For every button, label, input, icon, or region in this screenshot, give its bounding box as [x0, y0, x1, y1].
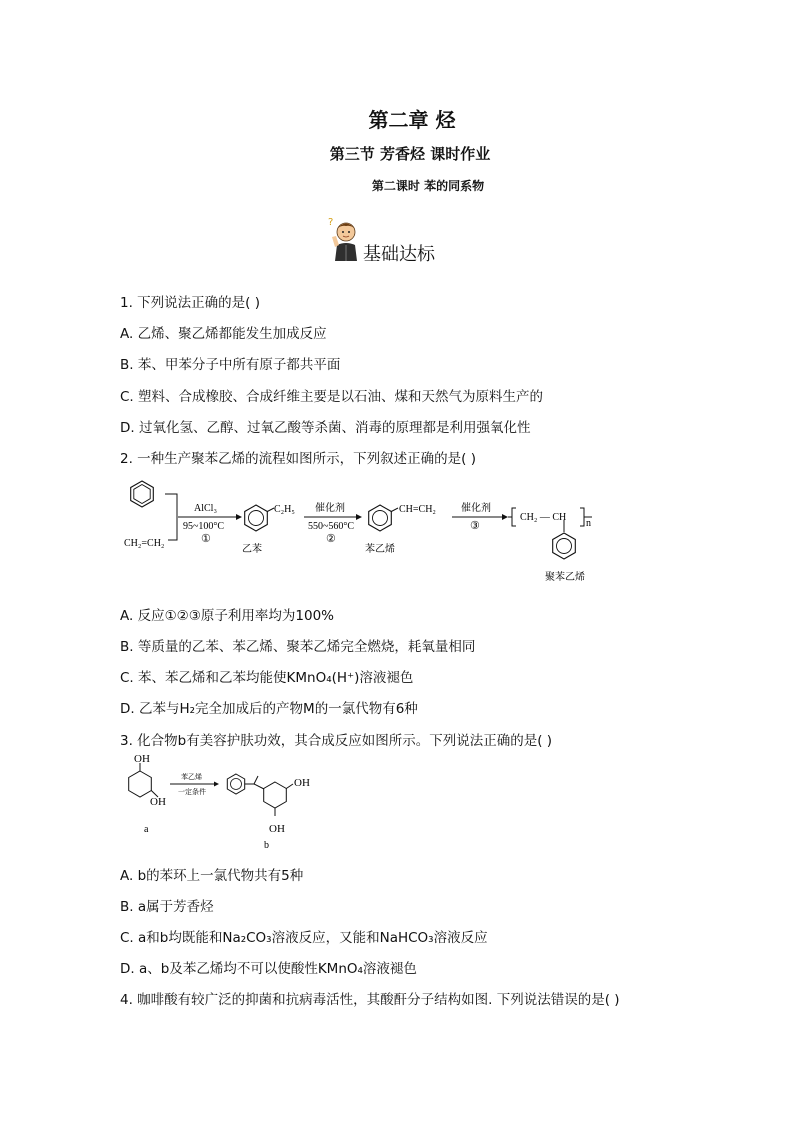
step1-number: ①: [201, 533, 211, 545]
ethylene-label: CH₂=CH₂: [124, 538, 165, 549]
question-2-option-c: C. 苯、苯乙烯和乙苯均能使KMnO₄(H⁺)溶液褪色: [120, 670, 414, 686]
resorcinol-reaction-figure: [118, 752, 328, 852]
reagent-styrene: 苯乙烯: [181, 773, 202, 781]
question-2-stem: 2. 一种生产聚苯乙烯的流程如图所示，下列叙述正确的是( ): [120, 451, 476, 467]
vinyl-group: CH=CH₂: [399, 504, 436, 515]
chapter-title: 第二章 烃: [368, 108, 456, 132]
step1-reagent: AlCl₃: [194, 503, 217, 514]
ethyl-group: C₂H₅: [274, 504, 295, 515]
styrene-structure: [369, 505, 398, 531]
oh-a-top: OH: [134, 753, 150, 765]
step2-reagent: 催化剂: [315, 503, 345, 514]
compound-a-structure: [129, 763, 158, 797]
step3-number: ③: [470, 520, 480, 532]
lesson-title: 第二课时 苯的同系物: [371, 179, 485, 193]
step2-number: ②: [326, 533, 336, 545]
polystyrene-label: 聚苯乙烯: [545, 572, 585, 583]
question-3-option-b: B. a属于芳香烃: [120, 899, 214, 915]
polymer-chain: CH₂ — CH: [520, 512, 567, 523]
question-1-stem: 1. 下列说法正确的是( ): [120, 295, 260, 311]
benzene-structure: [131, 481, 154, 507]
step2-condition: 550~560°C: [308, 521, 355, 532]
question-2-option-b: B. 等质量的乙苯、苯乙烯、聚苯乙烯完全燃烧，耗氧量相同: [120, 639, 476, 655]
section-badge-label: 基础达标: [363, 244, 435, 265]
question-3-stem: 3. 化合物b有美容护肤功效，其合成反应如图所示。下列说法正确的是( ): [120, 733, 553, 749]
question-1-option-d: D. 过氧化氢、乙醇、过氧乙酸等杀菌、消毒的原理都是利用强氧化性: [120, 420, 531, 436]
oh-b-right: OH: [294, 777, 310, 789]
ethylbenzene-label: 乙苯: [242, 544, 262, 555]
reagent-condition: 一定条件: [178, 788, 206, 796]
label-a: a: [144, 824, 149, 835]
question-3-option-a: A. b的苯环上一氯代物共有5种: [120, 868, 304, 884]
question-2-option-a: A. 反应①②③原子利用率均为100%: [120, 608, 334, 624]
polystyrene-process-figure: [118, 474, 618, 586]
oh-a-bottom: OH: [150, 796, 166, 808]
label-b: b: [264, 840, 269, 851]
step3-reagent: 催化剂: [461, 503, 491, 514]
section-title: 第三节 芳香烃 课时作业: [329, 145, 491, 163]
question-4-stem: 4. 咖啡酸有较广泛的抑菌和抗病毒活性，其酸酐分子结构如图. 下列说法错误的是( ): [120, 992, 620, 1008]
question-3-option-d: D. a、b及苯乙烯均不可以使酸性KMnO₄溶液褪色: [120, 961, 417, 977]
styrene-label: 苯乙烯: [365, 544, 395, 555]
question-1-option-a: A. 乙烯、聚乙烯都能发生加成反应: [120, 326, 327, 342]
thinking-boy-icon: [327, 215, 361, 263]
step1-condition: 95~100°C: [183, 521, 225, 532]
question-2-option-d: D. 乙苯与H₂完全加成后的产物M的一氯代物有6种: [120, 701, 418, 717]
polymer-n: n: [586, 518, 591, 529]
question-1-option-b: B. 苯、甲苯分子中所有原子都共平面: [120, 357, 341, 373]
oh-b-bottom: OH: [269, 823, 285, 835]
question-3-option-c: C. a和b均既能和Na₂CO₃溶液反应，又能和NaHCO₃溶液反应: [120, 930, 488, 946]
compound-b-structure: [227, 774, 293, 816]
svg-text:?: ?: [328, 217, 334, 228]
ethylbenzene-structure: [245, 505, 274, 531]
question-1-option-c: C. 塑料、合成橡胶、合成纤维主要是以石油、煤和天然气为原料生产的: [120, 389, 544, 405]
